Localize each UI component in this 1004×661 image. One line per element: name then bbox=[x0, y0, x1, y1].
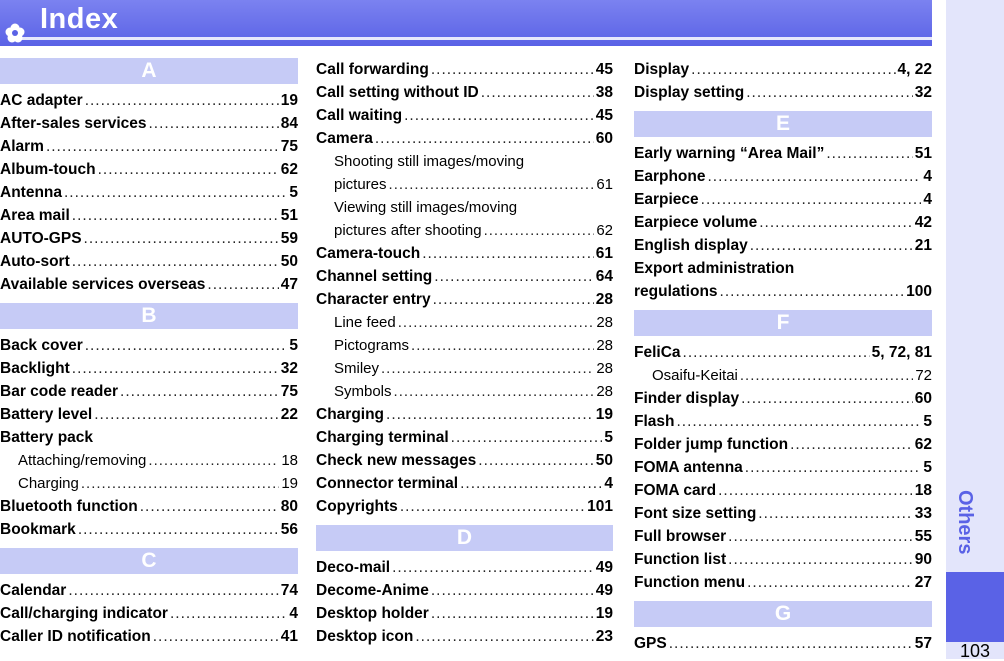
index-entry[interactable] bbox=[316, 58, 613, 81]
index-term: Camera-touch bbox=[316, 245, 421, 262]
page-ref[interactable]: 33 bbox=[914, 505, 932, 522]
dot-leader bbox=[84, 227, 279, 250]
index-entry[interactable] bbox=[316, 426, 613, 449]
index-term: Earpiece bbox=[634, 191, 699, 208]
index-term: Bluetooth function bbox=[0, 498, 138, 515]
index-entry[interactable] bbox=[0, 158, 298, 181]
index-column-3 bbox=[634, 58, 932, 655]
dot-leader bbox=[148, 449, 279, 472]
page-ref[interactable]: 64 bbox=[595, 268, 613, 285]
index-entry[interactable] bbox=[0, 472, 298, 495]
dot-leader bbox=[434, 265, 593, 288]
index-term: Flash bbox=[634, 413, 675, 430]
index-term: Charging bbox=[316, 406, 385, 423]
page-ref[interactable]: 19 bbox=[281, 475, 298, 492]
page-ref[interactable]: 60 bbox=[914, 390, 932, 407]
dot-leader bbox=[720, 280, 905, 303]
index-term: Camera bbox=[316, 130, 373, 147]
index-term: Charging terminal bbox=[316, 429, 449, 446]
page-ref[interactable]: 4 bbox=[604, 475, 613, 492]
dot-leader bbox=[404, 104, 594, 127]
index-entry[interactable] bbox=[634, 433, 932, 456]
page-ref[interactable]: 4, 22 bbox=[897, 61, 932, 78]
index-banner bbox=[0, 0, 932, 46]
page-ref[interactable]: 62 bbox=[280, 161, 298, 178]
page-ref[interactable]: 5 bbox=[604, 429, 613, 446]
page-ref[interactable]: 55 bbox=[914, 528, 932, 545]
index-entry[interactable] bbox=[634, 571, 932, 594]
page-ref[interactable]: 4 bbox=[289, 605, 298, 622]
index-term: pictures bbox=[334, 176, 387, 193]
dot-leader bbox=[718, 479, 913, 502]
page-ref[interactable]: 4 bbox=[923, 191, 932, 208]
index-term: Line feed bbox=[334, 314, 396, 331]
index-term: Display setting bbox=[634, 84, 745, 101]
index-entry[interactable] bbox=[0, 625, 298, 648]
page-ref[interactable]: 62 bbox=[596, 222, 613, 239]
dot-leader bbox=[375, 127, 594, 150]
index-term: Symbols bbox=[334, 383, 392, 400]
dot-leader bbox=[140, 495, 279, 518]
dot-leader bbox=[433, 288, 594, 311]
dot-leader bbox=[826, 142, 912, 165]
page-number: 103 bbox=[959, 641, 991, 661]
index-term: AC adapter bbox=[0, 92, 83, 109]
index-term: Charging bbox=[18, 475, 79, 492]
dot-leader bbox=[72, 357, 279, 380]
index-entry[interactable] bbox=[0, 426, 298, 449]
index-entry[interactable] bbox=[0, 204, 298, 227]
index-term: Bar code reader bbox=[0, 383, 119, 400]
index-term: Channel setting bbox=[316, 268, 433, 285]
section-header-c: C bbox=[0, 548, 298, 574]
index-entry[interactable] bbox=[0, 89, 298, 112]
page-ref[interactable]: 32 bbox=[914, 84, 932, 101]
dot-leader bbox=[411, 334, 594, 357]
section-header-a: A bbox=[0, 58, 298, 84]
index-term: Earphone bbox=[634, 168, 706, 185]
index-entry[interactable] bbox=[0, 403, 298, 426]
page-ref[interactable]: 27 bbox=[914, 574, 932, 591]
index-term: Deco-mail bbox=[316, 559, 391, 576]
index-term: Area mail bbox=[0, 207, 70, 224]
index-term: After-sales services bbox=[0, 115, 147, 132]
index-entry[interactable] bbox=[316, 265, 613, 288]
index-term: Attaching/removing bbox=[18, 452, 147, 469]
section-label: Others bbox=[954, 490, 976, 555]
index-entry[interactable] bbox=[316, 196, 613, 219]
index-entry[interactable] bbox=[634, 234, 932, 257]
dot-leader bbox=[758, 502, 912, 525]
page-ref[interactable]: 49 bbox=[595, 559, 613, 576]
index-term: Back cover bbox=[0, 337, 83, 354]
index-entry[interactable] bbox=[316, 579, 613, 602]
index-entry[interactable] bbox=[634, 548, 932, 571]
dot-leader bbox=[386, 403, 594, 426]
page-ref[interactable]: 5 bbox=[923, 459, 932, 476]
index-entry[interactable] bbox=[0, 181, 298, 204]
index-entry[interactable] bbox=[634, 456, 932, 479]
page-ref[interactable]: 60 bbox=[595, 130, 613, 147]
dot-leader bbox=[46, 135, 279, 158]
dot-leader bbox=[691, 58, 895, 81]
banner-rule bbox=[16, 37, 932, 40]
page-ref[interactable]: 5, 72, 81 bbox=[871, 344, 932, 361]
page-ref[interactable]: 101 bbox=[587, 498, 613, 515]
section-header-e: E bbox=[634, 111, 932, 137]
dot-leader bbox=[389, 173, 595, 196]
page-ref[interactable]: 51 bbox=[914, 145, 932, 162]
dot-leader bbox=[478, 449, 593, 472]
section-header-g: G bbox=[634, 601, 932, 627]
page-ref[interactable]: 38 bbox=[595, 84, 613, 101]
index-term: Shooting still images/moving bbox=[334, 153, 525, 170]
index-term: Font size setting bbox=[634, 505, 757, 522]
index-entry[interactable] bbox=[634, 257, 932, 280]
index-entry[interactable] bbox=[634, 387, 932, 410]
dot-leader bbox=[153, 625, 279, 648]
page-ref[interactable]: 23 bbox=[595, 628, 613, 645]
dot-leader bbox=[750, 234, 913, 257]
index-term: Character entry bbox=[316, 291, 431, 308]
dot-leader bbox=[392, 556, 594, 579]
page-ref[interactable]: 32 bbox=[280, 360, 298, 377]
page-ref[interactable]: 19 bbox=[280, 92, 298, 109]
index-term: FOMA antenna bbox=[634, 459, 743, 476]
page-ref[interactable]: 22 bbox=[280, 406, 298, 423]
page-ref[interactable]: 41 bbox=[280, 628, 298, 645]
page-ref[interactable]: 50 bbox=[595, 452, 613, 469]
index-term: Earpiece volume bbox=[634, 214, 758, 231]
index-term: Backlight bbox=[0, 360, 70, 377]
page-ref[interactable]: 45 bbox=[595, 61, 613, 78]
index-term: Caller ID notification bbox=[0, 628, 151, 645]
index-entry[interactable] bbox=[316, 150, 613, 173]
index-entry[interactable] bbox=[316, 311, 613, 334]
index-entry[interactable] bbox=[634, 188, 932, 211]
index-entry[interactable] bbox=[316, 104, 613, 127]
page-ref[interactable]: 74 bbox=[280, 582, 298, 599]
index-entry[interactable] bbox=[0, 273, 298, 296]
dot-leader bbox=[669, 632, 913, 655]
index-term: Osaifu-Keitai bbox=[652, 367, 738, 384]
index-entry[interactable] bbox=[0, 495, 298, 518]
page-ref[interactable]: 5 bbox=[289, 184, 298, 201]
index-term: Display bbox=[634, 61, 690, 78]
page-ref[interactable]: 45 bbox=[595, 107, 613, 124]
index-entry[interactable] bbox=[316, 288, 613, 311]
index-entry[interactable] bbox=[316, 403, 613, 426]
page-ref[interactable]: 21 bbox=[914, 237, 932, 254]
dot-leader bbox=[394, 380, 595, 403]
index-entry[interactable] bbox=[0, 227, 298, 250]
dot-leader bbox=[683, 341, 870, 364]
index-entry[interactable] bbox=[0, 112, 298, 135]
page-ref[interactable]: 57 bbox=[914, 635, 932, 652]
page-title: Index bbox=[40, 3, 119, 35]
page-ref[interactable]: 5 bbox=[289, 337, 298, 354]
index-term: Smiley bbox=[334, 360, 380, 377]
dot-leader bbox=[676, 410, 921, 433]
index-term: FeliCa bbox=[634, 344, 681, 361]
sidebar bbox=[946, 0, 1004, 659]
page-ref[interactable]: 18 bbox=[281, 452, 298, 469]
page-ref[interactable]: 80 bbox=[280, 498, 298, 515]
page-ref[interactable]: 28 bbox=[595, 291, 613, 308]
dot-leader bbox=[740, 364, 913, 387]
index-entry[interactable] bbox=[316, 472, 613, 495]
page-ref[interactable]: 28 bbox=[596, 337, 613, 354]
dot-leader bbox=[431, 579, 594, 602]
dot-leader bbox=[747, 571, 913, 594]
index-entry[interactable] bbox=[634, 211, 932, 234]
dot-leader bbox=[728, 525, 913, 548]
index-entry[interactable] bbox=[316, 602, 613, 625]
index-entry[interactable] bbox=[316, 625, 613, 648]
index-term: pictures after shooting bbox=[334, 222, 482, 239]
index-term: Alarm bbox=[0, 138, 44, 155]
index-entry[interactable] bbox=[634, 502, 932, 525]
dot-leader bbox=[85, 334, 288, 357]
page-ref[interactable]: 61 bbox=[595, 245, 613, 262]
index-entry[interactable] bbox=[634, 410, 932, 433]
index-entry[interactable] bbox=[316, 334, 613, 357]
dot-leader bbox=[745, 456, 922, 479]
index-term: English display bbox=[634, 237, 748, 254]
index-entry[interactable] bbox=[316, 219, 613, 242]
page-ref[interactable]: 28 bbox=[596, 383, 613, 400]
dot-leader bbox=[701, 188, 922, 211]
flower-icon bbox=[4, 22, 26, 44]
dot-leader bbox=[94, 403, 279, 426]
dot-leader bbox=[707, 165, 921, 188]
index-term: Pictograms bbox=[334, 337, 410, 354]
index-entry[interactable] bbox=[0, 334, 298, 357]
page-ref[interactable]: 62 bbox=[914, 436, 932, 453]
index-term: GPS bbox=[634, 635, 667, 652]
page-ref[interactable]: 75 bbox=[280, 383, 298, 400]
page-ref[interactable]: 49 bbox=[595, 582, 613, 599]
page-ref[interactable]: 47 bbox=[280, 276, 298, 293]
index-term: Function list bbox=[634, 551, 727, 568]
index-entry[interactable] bbox=[634, 341, 932, 364]
index-entry[interactable] bbox=[0, 579, 298, 602]
index-entry[interactable] bbox=[634, 280, 932, 303]
page-ref[interactable]: 100 bbox=[906, 283, 932, 300]
index-term: Connector terminal bbox=[316, 475, 459, 492]
page-ref[interactable]: 51 bbox=[280, 207, 298, 224]
index-term: Bookmark bbox=[0, 521, 76, 538]
index-entry[interactable] bbox=[316, 380, 613, 403]
index-term: Finder display bbox=[634, 390, 740, 407]
index-term: Battery pack bbox=[0, 429, 94, 446]
page-ref[interactable]: 19 bbox=[595, 605, 613, 622]
index-column-1 bbox=[0, 58, 298, 648]
dot-leader bbox=[207, 273, 278, 296]
section-header-b: B bbox=[0, 303, 298, 329]
index-entry[interactable] bbox=[316, 81, 613, 104]
index-term: Calendar bbox=[0, 582, 67, 599]
index-entry[interactable] bbox=[634, 142, 932, 165]
index-entry[interactable] bbox=[0, 357, 298, 380]
index-term: Viewing still images/moving bbox=[334, 199, 518, 216]
dot-leader bbox=[72, 204, 279, 227]
index-term: Desktop icon bbox=[316, 628, 414, 645]
index-term: Check new messages bbox=[316, 452, 477, 469]
index-term: Decome-Anime bbox=[316, 582, 429, 599]
index-entry[interactable] bbox=[316, 449, 613, 472]
index-entry[interactable] bbox=[0, 250, 298, 273]
dot-leader bbox=[64, 181, 287, 204]
index-entry[interactable] bbox=[316, 242, 613, 265]
dot-leader bbox=[85, 89, 279, 112]
dot-leader bbox=[120, 380, 279, 403]
index-term: Desktop holder bbox=[316, 605, 429, 622]
dot-leader bbox=[484, 219, 595, 242]
page-ref[interactable]: 56 bbox=[280, 521, 298, 538]
section-tab bbox=[946, 572, 1004, 642]
page-ref[interactable]: 59 bbox=[280, 230, 298, 247]
section-header-f: F bbox=[634, 310, 932, 336]
index-term: Copyrights bbox=[316, 498, 398, 515]
dot-leader bbox=[149, 112, 279, 135]
index-term: Auto-sort bbox=[0, 253, 70, 270]
dot-leader bbox=[415, 625, 593, 648]
index-entry[interactable] bbox=[634, 479, 932, 502]
index-term: Battery level bbox=[0, 406, 93, 423]
dot-leader bbox=[790, 433, 913, 456]
dot-leader bbox=[170, 602, 287, 625]
index-term: Antenna bbox=[0, 184, 62, 201]
dot-leader bbox=[398, 311, 595, 334]
index-term: AUTO-GPS bbox=[0, 230, 82, 247]
page-ref[interactable]: 50 bbox=[280, 253, 298, 270]
index-entry[interactable] bbox=[0, 518, 298, 541]
index-term: regulations bbox=[634, 283, 718, 300]
index-entry[interactable] bbox=[0, 602, 298, 625]
index-term: Call forwarding bbox=[316, 61, 429, 78]
dot-leader bbox=[481, 81, 594, 104]
dot-leader bbox=[72, 250, 279, 273]
index-term: Export administration bbox=[634, 260, 795, 277]
index-term: Function menu bbox=[634, 574, 746, 591]
dot-leader bbox=[746, 81, 913, 104]
page-ref[interactable]: 72 bbox=[915, 367, 932, 384]
index-entry[interactable] bbox=[634, 81, 932, 104]
index-entry[interactable] bbox=[316, 173, 613, 196]
index-entry[interactable] bbox=[0, 135, 298, 158]
index-term: Call setting without ID bbox=[316, 84, 479, 101]
index-column-2 bbox=[316, 58, 613, 648]
page-ref[interactable]: 28 bbox=[596, 360, 613, 377]
index-term: Folder jump function bbox=[634, 436, 789, 453]
index-term: Call/charging indicator bbox=[0, 605, 168, 622]
page-ref[interactable]: 19 bbox=[595, 406, 613, 423]
dot-leader bbox=[400, 495, 585, 518]
index-entry[interactable] bbox=[316, 357, 613, 380]
index-term: Album-touch bbox=[0, 161, 96, 178]
page-ref[interactable]: 84 bbox=[280, 115, 298, 132]
index-entry[interactable] bbox=[316, 127, 613, 150]
dot-leader bbox=[422, 242, 594, 265]
dot-leader bbox=[81, 472, 279, 495]
dot-leader bbox=[78, 518, 279, 541]
index-term: Call waiting bbox=[316, 107, 403, 124]
page-ref[interactable]: 4 bbox=[923, 168, 932, 185]
page-ref[interactable]: 18 bbox=[914, 482, 932, 499]
page-ref[interactable]: 61 bbox=[596, 176, 613, 193]
index-entry[interactable] bbox=[316, 556, 613, 579]
index-entry[interactable] bbox=[634, 58, 932, 81]
index-entry[interactable] bbox=[634, 525, 932, 548]
dot-leader bbox=[68, 579, 278, 602]
dot-leader bbox=[728, 548, 913, 571]
index-term: FOMA card bbox=[634, 482, 717, 499]
index-entry[interactable] bbox=[634, 632, 932, 655]
index-entry[interactable] bbox=[634, 165, 932, 188]
dot-leader bbox=[759, 211, 913, 234]
dot-leader bbox=[431, 58, 594, 81]
dot-leader bbox=[451, 426, 603, 449]
dot-leader bbox=[431, 602, 594, 625]
page-ref[interactable]: 5 bbox=[923, 413, 932, 430]
index-entry[interactable] bbox=[0, 449, 298, 472]
page-ref[interactable]: 42 bbox=[914, 214, 932, 231]
dot-leader bbox=[381, 357, 594, 380]
index-term: Early warning “Area Mail” bbox=[634, 145, 825, 162]
index-entry[interactable] bbox=[0, 380, 298, 403]
section-header-d: D bbox=[316, 525, 613, 551]
dot-leader bbox=[741, 387, 913, 410]
index-entry[interactable] bbox=[634, 364, 932, 387]
index-entry[interactable] bbox=[316, 495, 613, 518]
index-term: Available services overseas bbox=[0, 276, 206, 293]
page-ref[interactable]: 75 bbox=[280, 138, 298, 155]
page-ref[interactable]: 90 bbox=[914, 551, 932, 568]
index-term: Full browser bbox=[634, 528, 727, 545]
dot-leader bbox=[98, 158, 279, 181]
page-ref[interactable]: 28 bbox=[596, 314, 613, 331]
dot-leader bbox=[460, 472, 602, 495]
